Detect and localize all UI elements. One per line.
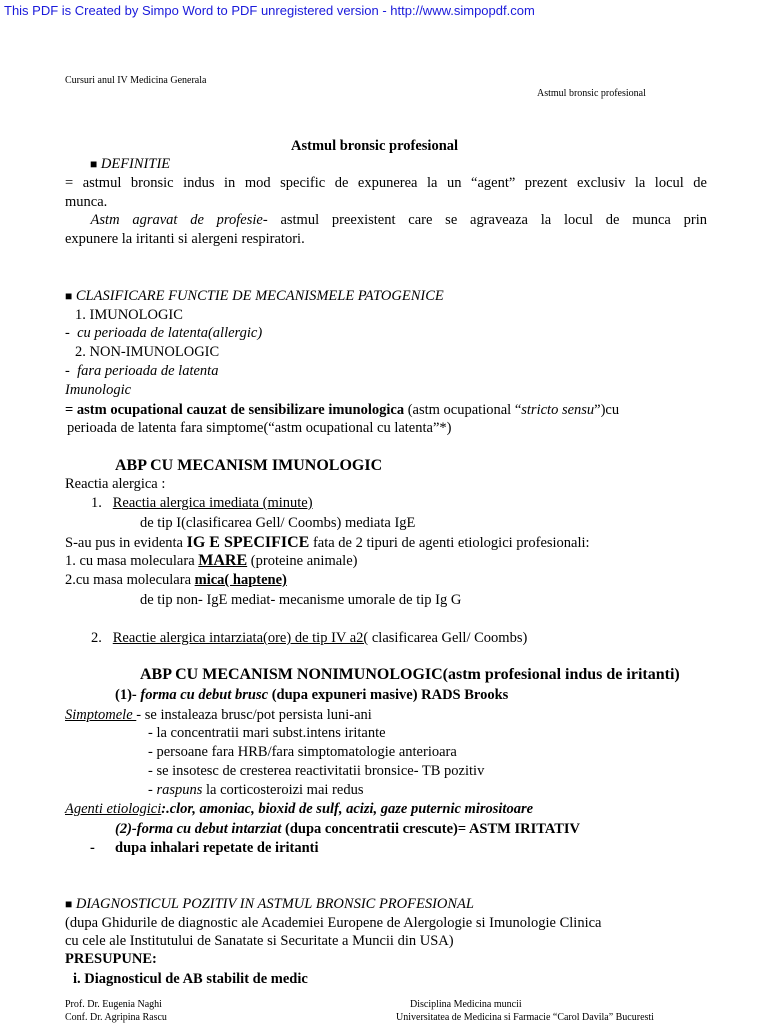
list-item — [91, 494, 313, 513]
paragraph-text: 1. cu masa moleculara — [65, 553, 199, 569]
bullet-icon: ■ — [65, 289, 73, 303]
paragraph-text: clasificarea Gell/ Coombs) — [368, 630, 528, 646]
header-topic: Astmul bronsic profesional — [537, 88, 646, 99]
paragraph-line: perioada de latenta fara simptome(“astm ocupational cu latenta”*) — [67, 420, 452, 436]
label-italic: Simptomele — [65, 707, 137, 723]
paragraph-text: astmul preexistent care se agraveaza la locul de munca prin — [267, 212, 707, 228]
list-item — [65, 324, 262, 343]
bullet-icon: ■ — [65, 897, 73, 911]
list-subitem: fara perioada de latenta — [77, 363, 219, 379]
list-item: - se insotesc de cresterea reactivitatii bronsice- TB pozitiv — [148, 763, 485, 779]
list-item — [90, 839, 95, 858]
paragraph-text: (astm ocupational “ — [404, 402, 522, 418]
paragraph-line: de tip I(clasificarea Gell/ Coombs) mediata IgE — [140, 515, 416, 531]
list-item: - la concentratii mari subst.intens iritante — [148, 725, 386, 741]
paragraph-line — [65, 571, 287, 590]
paragraph-line — [65, 800, 533, 819]
paragraph-text: la corticosteroizi mai redus — [202, 782, 364, 798]
bold-text: MARE — [198, 552, 248, 569]
italic-text: stricto sensu — [521, 402, 595, 418]
section-heading: DEFINITIE — [100, 156, 171, 172]
bold-text: mica( haptene) — [194, 572, 287, 588]
paragraph-text: 2.cu masa moleculara — [65, 572, 195, 588]
subheading: Imunologic — [65, 382, 132, 398]
list-subitem: cu perioada de latenta(allergic) — [77, 325, 263, 341]
list-item: 1. IMUNOLOGIC — [75, 307, 183, 323]
italic-text: raspuns — [156, 782, 203, 798]
paragraph-text: S-au pus in evidenta — [65, 535, 187, 551]
paragraph-line — [65, 533, 590, 553]
label-italic: Agenti etiologici — [65, 801, 162, 817]
paragraph-text: (proteine animale) — [247, 553, 358, 569]
section-clasificare — [65, 287, 444, 306]
bold-text: = astm ocupational cauzat de sensibilizare imunologica — [65, 402, 405, 418]
list-item: dupa inhalari repetate de iritanti — [115, 840, 319, 856]
paragraph-line — [115, 820, 580, 839]
list-item — [148, 781, 363, 800]
paragraph-text: ”)cu — [594, 402, 620, 418]
paragraph-line: = astmul bronsic indus in mod specific de expunerea la un “agent” prezent exclusiv la locul de — [65, 175, 707, 191]
italic-text: (2)-forma cu debut intarziat — [115, 821, 282, 837]
paragraph-line — [65, 706, 372, 725]
list-item — [91, 629, 527, 648]
paragraph-line: de tip non- IgE mediat- mecanisme umorale de tip Ig G — [140, 592, 462, 608]
page-title: Astmul bronsic profesional — [291, 138, 459, 154]
footer-author: Prof. Dr. Eugenia Naghi — [65, 999, 162, 1010]
paragraph-line: (dupa Ghidurile de diagnostic ale Academiei Europene de Alergologie si Imunologie Clinica — [65, 915, 602, 931]
footer-university: Universitatea de Medicina si Farmacie “Carol Davila” Bucuresti — [396, 1012, 654, 1023]
dash: - — [90, 840, 95, 856]
dash: - — [65, 325, 74, 341]
list-text: Reactia alergica imediata (minute) — [112, 495, 313, 511]
section-heading: ABP CU MECANISM NONIMUNOLOGIC(astm profesional indus de iritanti) — [140, 666, 680, 683]
footer-author: Conf. Dr. Agripina Rascu — [65, 1012, 167, 1023]
section-heading: CLASIFICARE FUNCTIE DE MECANISMELE PATOGENICE — [75, 288, 444, 304]
dash: - — [148, 782, 157, 798]
list-item: i. Diagnosticul de AB stabilit de medic — [73, 971, 308, 987]
paragraph-text: fata de 2 tipuri de agenti etiologici profesionali: — [309, 535, 590, 551]
paragraph-text: - se instaleaza brusc/pot persista luni-ani — [136, 707, 372, 723]
section-definitie — [90, 155, 170, 174]
paragraph-line: expunere la iritanti si alergeni respiratori. — [65, 231, 305, 247]
subheading: PRESUPUNE: — [65, 951, 157, 967]
paragraph-line — [65, 211, 707, 230]
watermark-banner: This PDF is Created by Simpo Word to PDF unregistered version - http://www.simpopdf.com — [4, 3, 535, 18]
footer-department: Disciplina Medicina muncii — [410, 999, 522, 1010]
section-heading: ABP CU MECANISM IMUNOLOGIC — [115, 457, 383, 474]
italic-text: forma cu debut brusc — [140, 687, 269, 703]
paragraph-line — [65, 551, 357, 571]
section-heading: DIAGNOSTICUL POZITIV IN ASTMUL BRONSIC PROFESIONAL — [75, 896, 474, 912]
section-diagnostic — [65, 895, 474, 914]
paragraph-line: munca. — [65, 194, 108, 210]
paragraph-line — [65, 401, 619, 420]
bullet-icon: ■ — [90, 157, 98, 171]
paragraph-text: (dupa concentratii crescute)= ASTM IRITATIV — [281, 821, 581, 837]
paragraph-line — [115, 686, 508, 705]
paragraph-line: cu cele ale Institutului de Sanatate si Securitate a Muncii din USA) — [65, 933, 454, 949]
term-italic: Astm agravat de profesie- — [90, 212, 268, 228]
list-number: 1. — [91, 495, 102, 511]
list-item: 2. NON-IMUNOLOGIC — [75, 344, 220, 360]
list-item — [65, 362, 218, 381]
paragraph-line: Reactia alergica : — [65, 476, 166, 492]
bold-text: IG E SPECIFICE — [186, 534, 310, 551]
list-number: (1)- — [115, 687, 141, 703]
list-text: Reactie alergica intarziata(ore) de tip IV a2( — [112, 630, 369, 646]
header-course: Cursuri anul IV Medicina Generala — [65, 75, 207, 86]
bold-italic-text: :.clor, amoniac, bioxid de sulf, acizi, gaze puternic mirositoare — [161, 801, 534, 817]
list-item: - persoane fara HRB/fara simptomatologie anterioara — [148, 744, 457, 760]
paragraph-text: (dupa expuneri masive) RADS Brooks — [268, 687, 509, 703]
dash: - — [65, 363, 74, 379]
list-number: 2. — [91, 630, 102, 646]
